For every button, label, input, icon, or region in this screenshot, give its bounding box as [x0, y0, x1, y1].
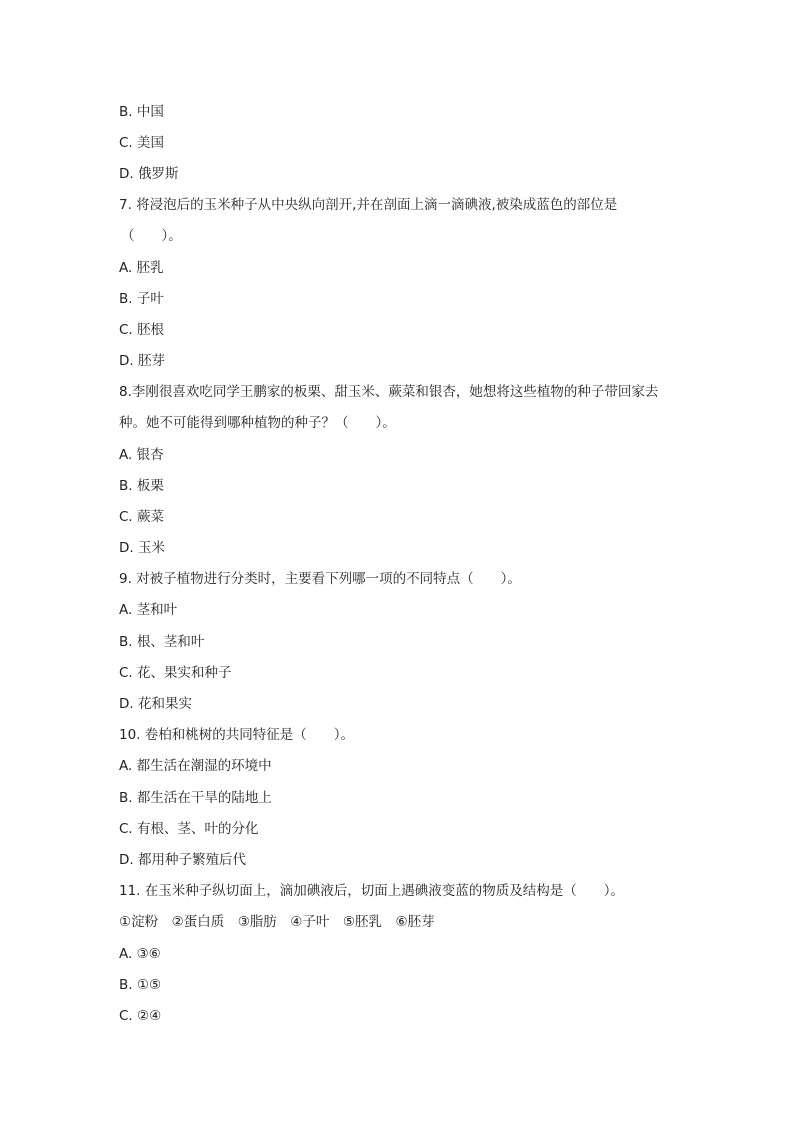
question-11-items: ①淀粉 ②蛋白质 ③脂肪 ④子叶 ⑤胚乳 ⑥胚芽 — [119, 914, 435, 930]
question-8-cont: 种。她不可能得到哪种植物的种子？（ ）。 — [119, 415, 396, 431]
option-a-q7: A. 胚乳 — [119, 260, 164, 276]
option-c-q8: C. 蕨菜 — [119, 509, 165, 525]
option-b-q9: B. 根、茎和叶 — [119, 634, 205, 650]
option-a-q9: A. 茎和叶 — [119, 602, 178, 618]
option-d-q9: D. 花和果实 — [119, 696, 192, 712]
option-a-q8: A. 银杏 — [119, 447, 164, 463]
option-d-q6: D. 俄罗斯 — [119, 166, 179, 182]
question-7: 7. 将浸泡后的玉米种子从中央纵向剖开,并在剖面上滴一滴碘液,被染成蓝色的部位是 — [119, 197, 618, 213]
question-11: 11. 在玉米种子纵切面上，滴加碘液后，切面上遇碘液变蓝的物质及结构是（ ）。 — [119, 883, 625, 899]
option-c-q9: C. 花、果实和种子 — [119, 665, 232, 681]
option-b-q6: B. 中国 — [119, 104, 164, 120]
option-d-q10: D. 都用种子繁殖后代 — [119, 852, 246, 868]
option-c-q6: C. 美国 — [119, 135, 165, 151]
option-b-q11: B. ①⑤ — [119, 977, 162, 993]
question-8: 8.李刚很喜欢吃同学王鹏家的板栗、甜玉米、蕨菜和银杏，她想将这些植物的种子带回家去 — [119, 384, 659, 400]
option-b-q7: B. 子叶 — [119, 291, 164, 307]
option-c-q7: C. 胚根 — [119, 322, 165, 338]
option-c-q11: C. ②④ — [119, 1008, 162, 1024]
option-a-q10: A. 都生活在潮湿的环境中 — [119, 758, 272, 774]
option-c-q10: C. 有根、茎、叶的分化 — [119, 821, 259, 837]
option-b-q8: B. 板栗 — [119, 478, 164, 494]
question-10: 10. 卷柏和桃树的共同特征是（ ）。 — [119, 727, 355, 743]
question-9: 9. 对被子植物进行分类时，主要看下列哪一项的不同特点（ ）。 — [119, 571, 521, 587]
option-a-q11: A. ③⑥ — [119, 946, 161, 962]
option-b-q10: B. 都生活在干旱的陆地上 — [119, 790, 272, 806]
option-d-q8: D. 玉米 — [119, 540, 165, 556]
question-7-cont: （ ）。 — [121, 228, 182, 244]
option-d-q7: D. 胚芽 — [119, 353, 165, 369]
